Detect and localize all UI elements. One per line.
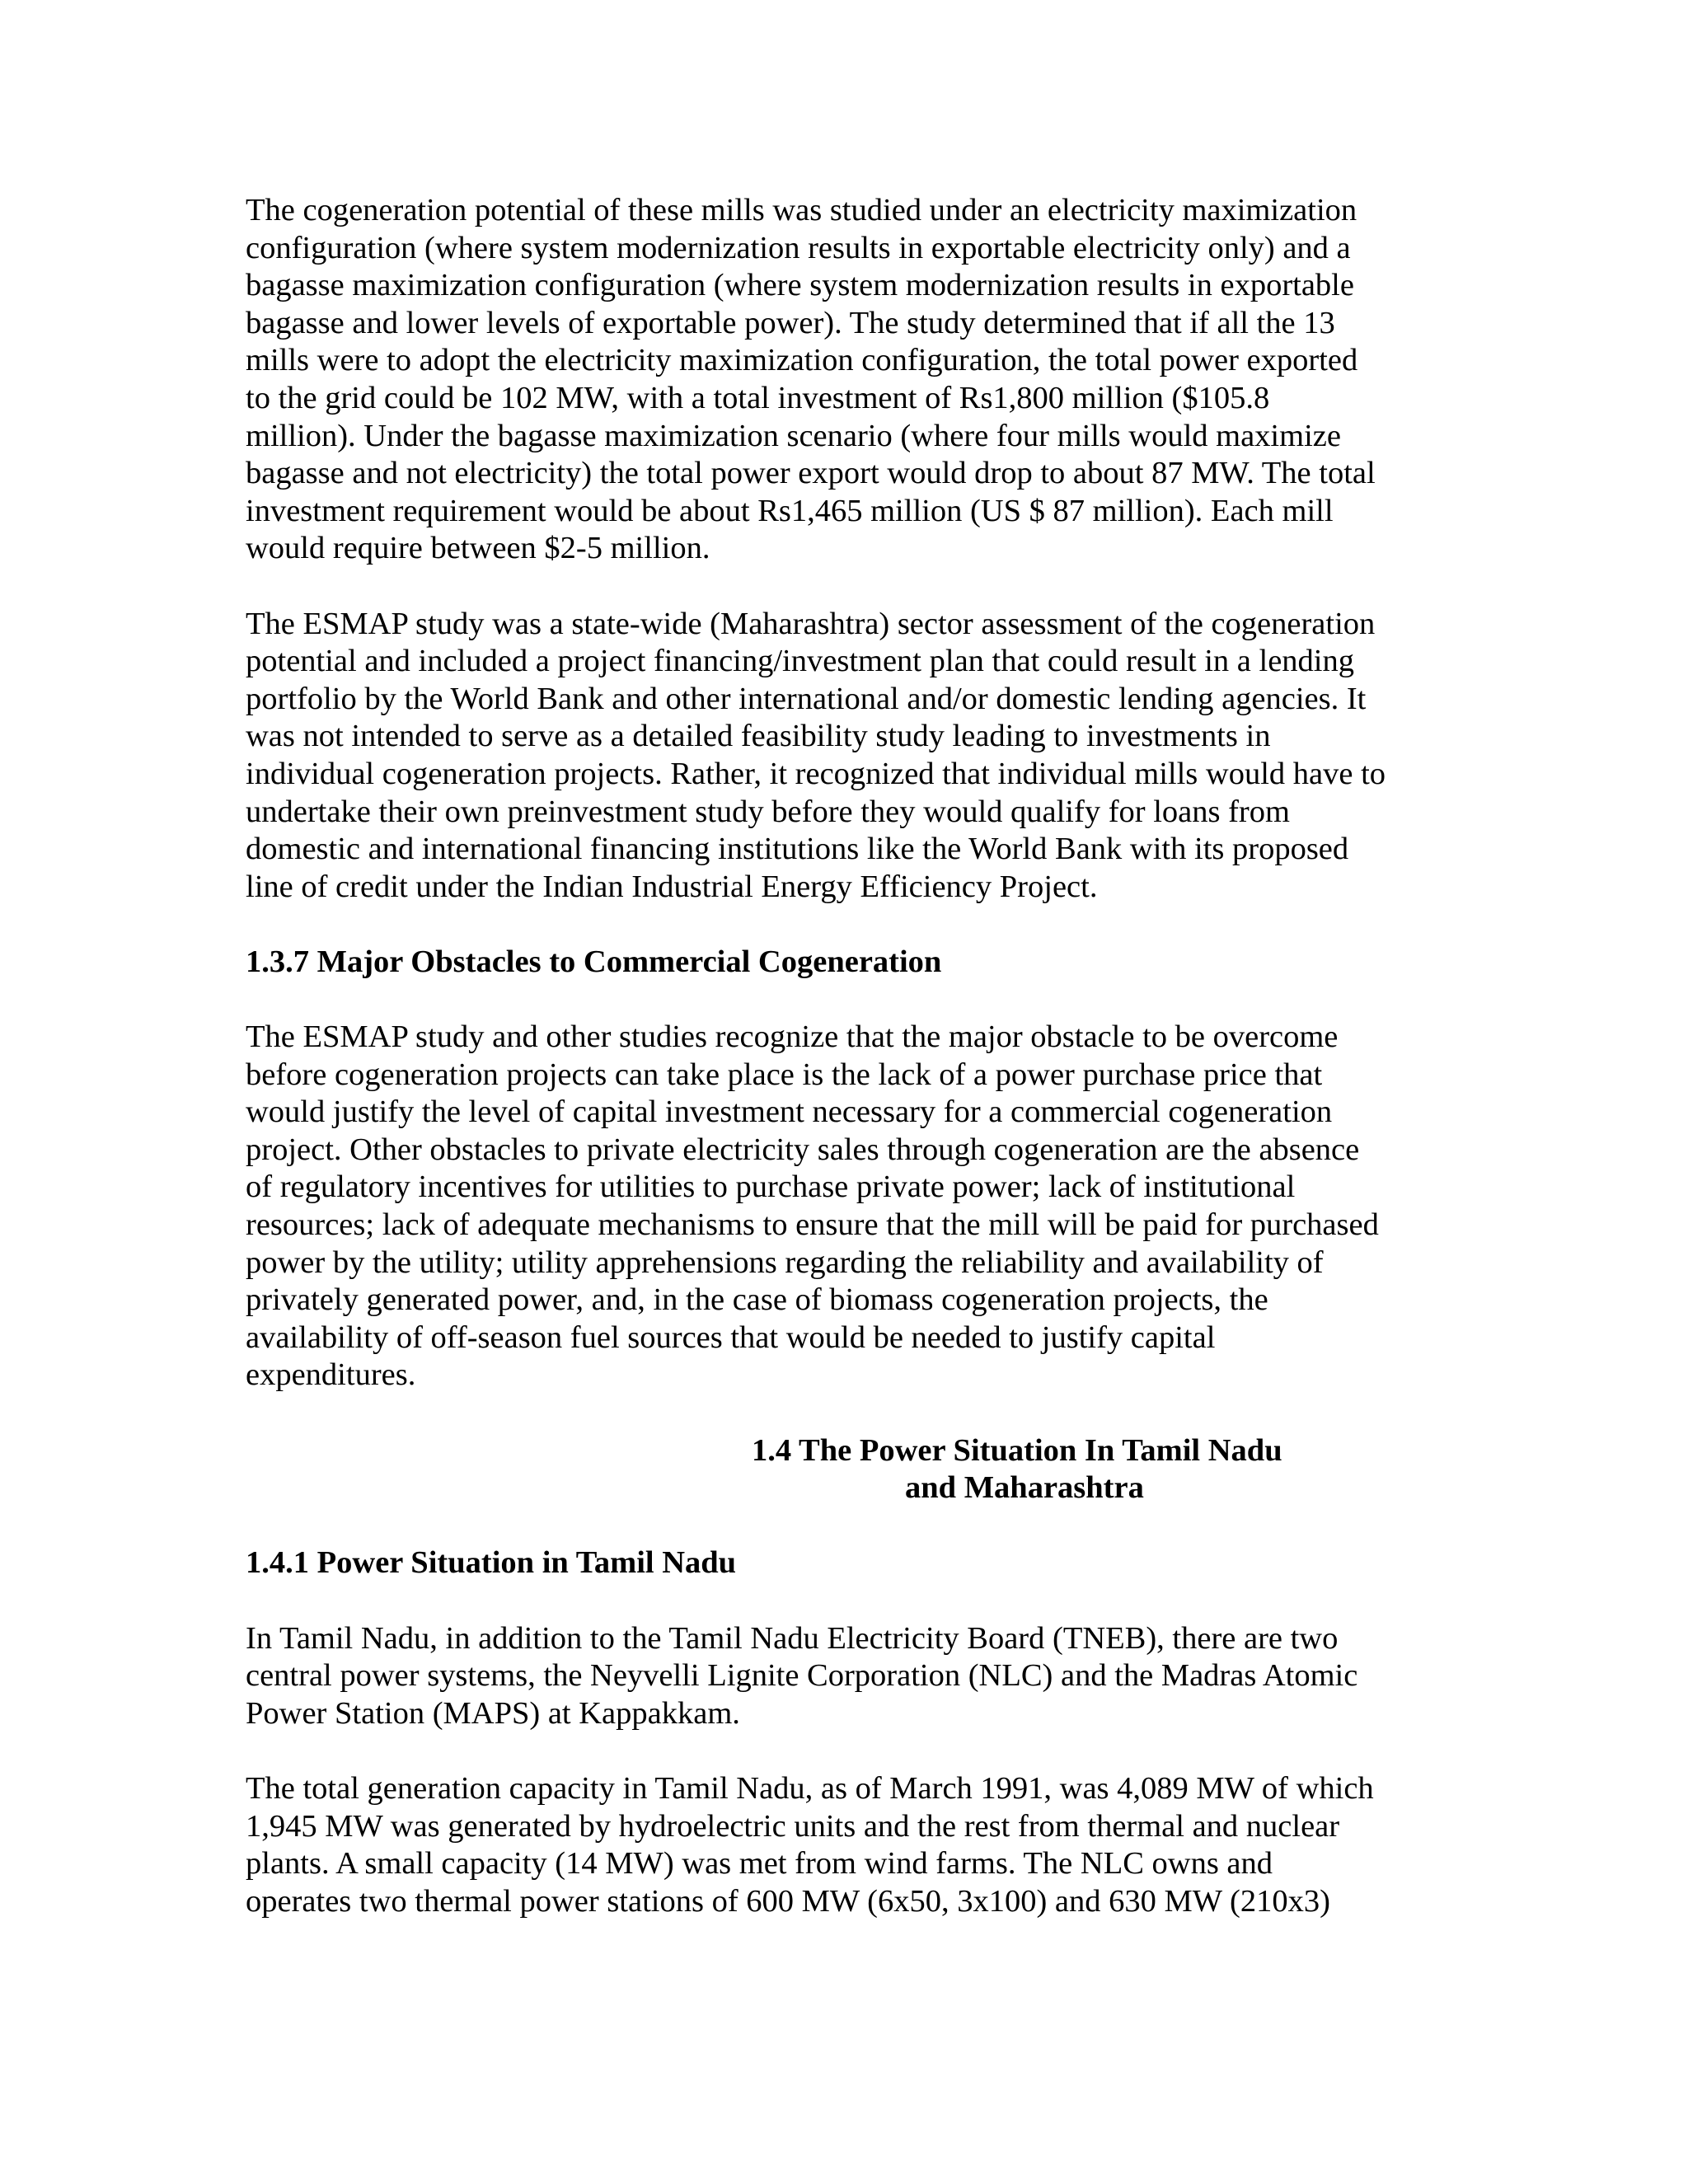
text-line: The ESMAP study and other studies recognize that the major obstacle to be overcome	[246, 1019, 1339, 1055]
text-line: line of credit under the Indian Industrial Energy Efficiency Project.	[246, 869, 1098, 904]
text-line: would justify the level of capital investment necessary for a commercial cogeneration	[246, 1094, 1333, 1130]
text-line: bagasse and lower levels of exportable power). The study determined that if all the 13	[246, 305, 1335, 340]
text-line: to the grid could be 102 MW, with a total investment of Rs1,800 million ($105.8	[246, 380, 1270, 415]
text-line: investment requirement would be about Rs1,465 million (US $ 87 million). Each mill	[246, 493, 1334, 528]
text-line: Power Station (MAPS) at Kappakkam.	[246, 1695, 740, 1731]
heading-text: 1.4 The Power Situation In Tamil Nadu	[752, 1432, 1282, 1468]
page-content	[246, 192, 1449, 1920]
text-line: The ESMAP study was a state-wide (Maharashtra) sector assessment of the cogeneration	[246, 606, 1376, 641]
paragraph-generation-capacity	[246, 1770, 1449, 1920]
paragraph-spacer	[246, 906, 1449, 944]
heading-text: 1.3.7 Major Obstacles to Commercial Cogeneration	[246, 944, 942, 979]
section-heading-1-4-1	[246, 1544, 1449, 1582]
heading-text: and Maharashtra	[905, 1470, 1144, 1506]
paragraph-spacer	[246, 1732, 1449, 1770]
paragraph-spacer	[246, 1507, 1449, 1545]
text-line: portfolio by the World Bank and other international and/or domestic lending agencies. It	[246, 681, 1367, 716]
text-line: project. Other obstacles to private electricity sales through cogeneration are the absence	[246, 1132, 1360, 1167]
text-line: The cogeneration potential of these mills was studied under an electricity maximization	[246, 193, 1357, 227]
paragraph-esmap-study	[246, 606, 1449, 907]
paragraph-spacer	[246, 981, 1449, 1019]
text-line: mills were to adopt the electricity maximization configuration, the total power exported	[246, 343, 1358, 378]
paragraph-cogeneration-potential	[246, 192, 1449, 568]
text-line: configuration (where system modernization results in exportable electricity only) and a	[246, 230, 1351, 265]
text-line: undertake their own preinvestment study before they would qualify for loans from	[246, 794, 1290, 829]
heading-text: 1.4.1 Power Situation in Tamil Nadu	[246, 1545, 737, 1581]
text-line: plants. A small capacity (14 MW) was met from wind farms. The NLC owns and	[246, 1846, 1273, 1882]
text-line: was not intended to serve as a detailed feasibility study leading to investments in	[246, 719, 1271, 754]
paragraph-major-obstacles	[246, 1019, 1449, 1394]
text-line: before cogeneration projects can take place is the lack of a power purchase price that	[246, 1057, 1323, 1092]
paragraph-spacer	[246, 568, 1449, 606]
text-line: operates two thermal power stations of 600 MW (6x50, 3x100) and 630 MW (210x3)	[246, 1883, 1330, 1919]
text-line: individual cogeneration projects. Rather, it recognized that individual mills would have to	[246, 756, 1386, 791]
text-line: of regulatory incentives for utilities to purchase private power; lack of institutional	[246, 1169, 1296, 1205]
text-line: resources; lack of adequate mechanisms to ensure that the mill will be paid for purchased	[246, 1207, 1379, 1243]
text-line: In Tamil Nadu, in addition to the Tamil Nadu Electricity Board (TNEB), there are two	[246, 1620, 1339, 1656]
text-line: bagasse and not electricity) the total power export would drop to about 87 MW. The total	[246, 456, 1376, 491]
paragraph-tamil-nadu-systems	[246, 1620, 1449, 1733]
text-line: would require between $2-5 million.	[246, 531, 710, 566]
text-line: privately generated power, and, in the case of biomass cogeneration projects, the	[246, 1282, 1268, 1318]
text-line: availability of off-season fuel sources that would be needed to justify capital	[246, 1319, 1216, 1355]
paragraph-spacer	[246, 1394, 1449, 1432]
text-line: expenditures.	[246, 1357, 416, 1393]
section-heading-1-3-7	[246, 944, 1449, 982]
paragraph-spacer	[246, 1582, 1449, 1620]
text-line: 1,945 MW was generated by hydroelectric units and the rest from thermal and nuclear	[246, 1808, 1340, 1844]
text-line: potential and included a project financing/investment plan that could result in a lending	[246, 644, 1354, 679]
text-line: central power systems, the Neyvelli Lignite Corporation (NLC) and the Madras Atomic	[246, 1658, 1358, 1694]
text-line: domestic and international financing institutions like the World Bank with its proposed	[246, 832, 1349, 867]
text-line: power by the utility; utility apprehensions regarding the reliability and availability of	[246, 1244, 1324, 1280]
text-line: The total generation capacity in Tamil Nadu, as of March 1991, was 4,089 MW of which	[246, 1770, 1374, 1806]
text-line: million). Under the bagasse maximization scenario (where four mills would maximize	[246, 418, 1341, 453]
section-heading-1-4	[246, 1432, 1449, 1507]
text-line: bagasse maximization configuration (where system modernization results in exportable	[246, 268, 1354, 303]
